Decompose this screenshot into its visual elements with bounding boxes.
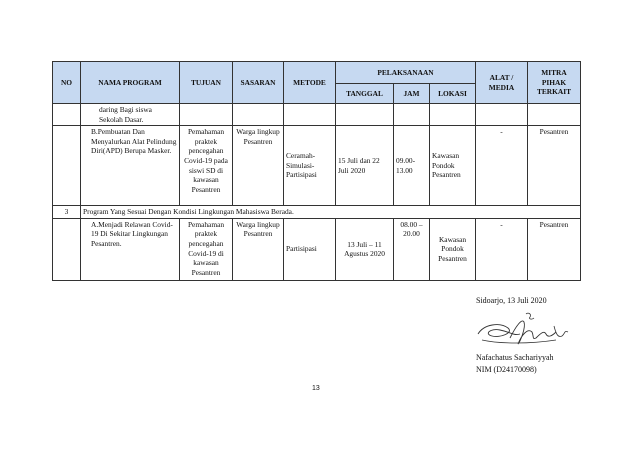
- alat-cell: -: [476, 218, 528, 280]
- section-title: Program Yang Sesuai Dengan Kondisi Lingkungan Mahasiswa Berada.: [81, 206, 581, 219]
- header-tujuan: TUJUAN: [180, 62, 233, 104]
- table-row: [53, 104, 581, 126]
- program-cell: A.Menjadi Relawan Covid-19 Di Sekitar Lingkungan Pesantren.: [81, 218, 180, 280]
- signature-place-date: Sidoarjo, 13 Juli 2020: [476, 296, 547, 305]
- header-mitra: MITRA PIHAK TERKAIT: [528, 62, 581, 104]
- tujuan-cell: Pemahaman praktek pencegahan Covid-19 pada siswi SD di kawasan Pesantren: [180, 126, 233, 206]
- header-no: NO: [53, 62, 81, 104]
- sasaran-cell: Warga lingkup Pesantren: [233, 126, 284, 206]
- section-row: [53, 206, 581, 219]
- table-row: [53, 218, 581, 280]
- header-pelaksanaan: PELAKSANAAN: [336, 62, 476, 84]
- lokasi-cell: Kawasan Pondok Pesantren: [430, 126, 476, 206]
- metode-cell: Partisipasi: [284, 218, 336, 280]
- mitra-cell: Pesantren: [528, 218, 581, 280]
- table-row: [53, 126, 581, 206]
- header-nama-program: NAMA PROGRAM: [81, 62, 180, 104]
- header-tanggal: TANGGAL: [336, 84, 394, 104]
- jam-cell: 08.00 – 20.00: [394, 218, 430, 280]
- program-cell: daring Bagi siswa Sekolah Dasar.: [81, 104, 180, 126]
- signature-nim: NIM (D24170098): [476, 365, 537, 374]
- handwritten-signature-image: [470, 308, 580, 352]
- metode-cell: Ceramah-Simulasi-Partisipasi: [284, 126, 336, 206]
- header-sasaran: SASARAN: [233, 62, 284, 104]
- program-cell: B.Pembuatan Dan Menyalurkan Alat Pelindung Diri(APD) Berupa Masker.: [81, 126, 180, 206]
- mitra-cell: Pesantren: [528, 126, 581, 206]
- tanggal-cell: 15 Juli dan 22 Juli 2020: [336, 126, 394, 206]
- program-table: [52, 61, 581, 281]
- header-jam: JAM: [394, 84, 430, 104]
- header-lokasi: LOKASI: [430, 84, 476, 104]
- section-number: 3: [53, 206, 81, 219]
- header-metode: METODE: [284, 62, 336, 104]
- tanggal-cell: 13 Juli – 11 Agustus 2020: [336, 218, 394, 280]
- lokasi-cell: Kawasan Pondok Pesantren: [430, 218, 476, 280]
- alat-cell: -: [476, 126, 528, 206]
- tujuan-cell: Pemahaman praktek pencegahan Covid-19 di kawasan Pesantren: [180, 218, 233, 280]
- jam-cell: 09.00-13.00: [394, 126, 430, 206]
- signature-name: Nafachatus Sachariyyah: [476, 353, 554, 362]
- sasaran-cell: Warga lingkup Pesantren: [233, 218, 284, 280]
- page-number: 13: [312, 385, 320, 392]
- header-alat-media: ALAT / MEDIA: [476, 62, 528, 104]
